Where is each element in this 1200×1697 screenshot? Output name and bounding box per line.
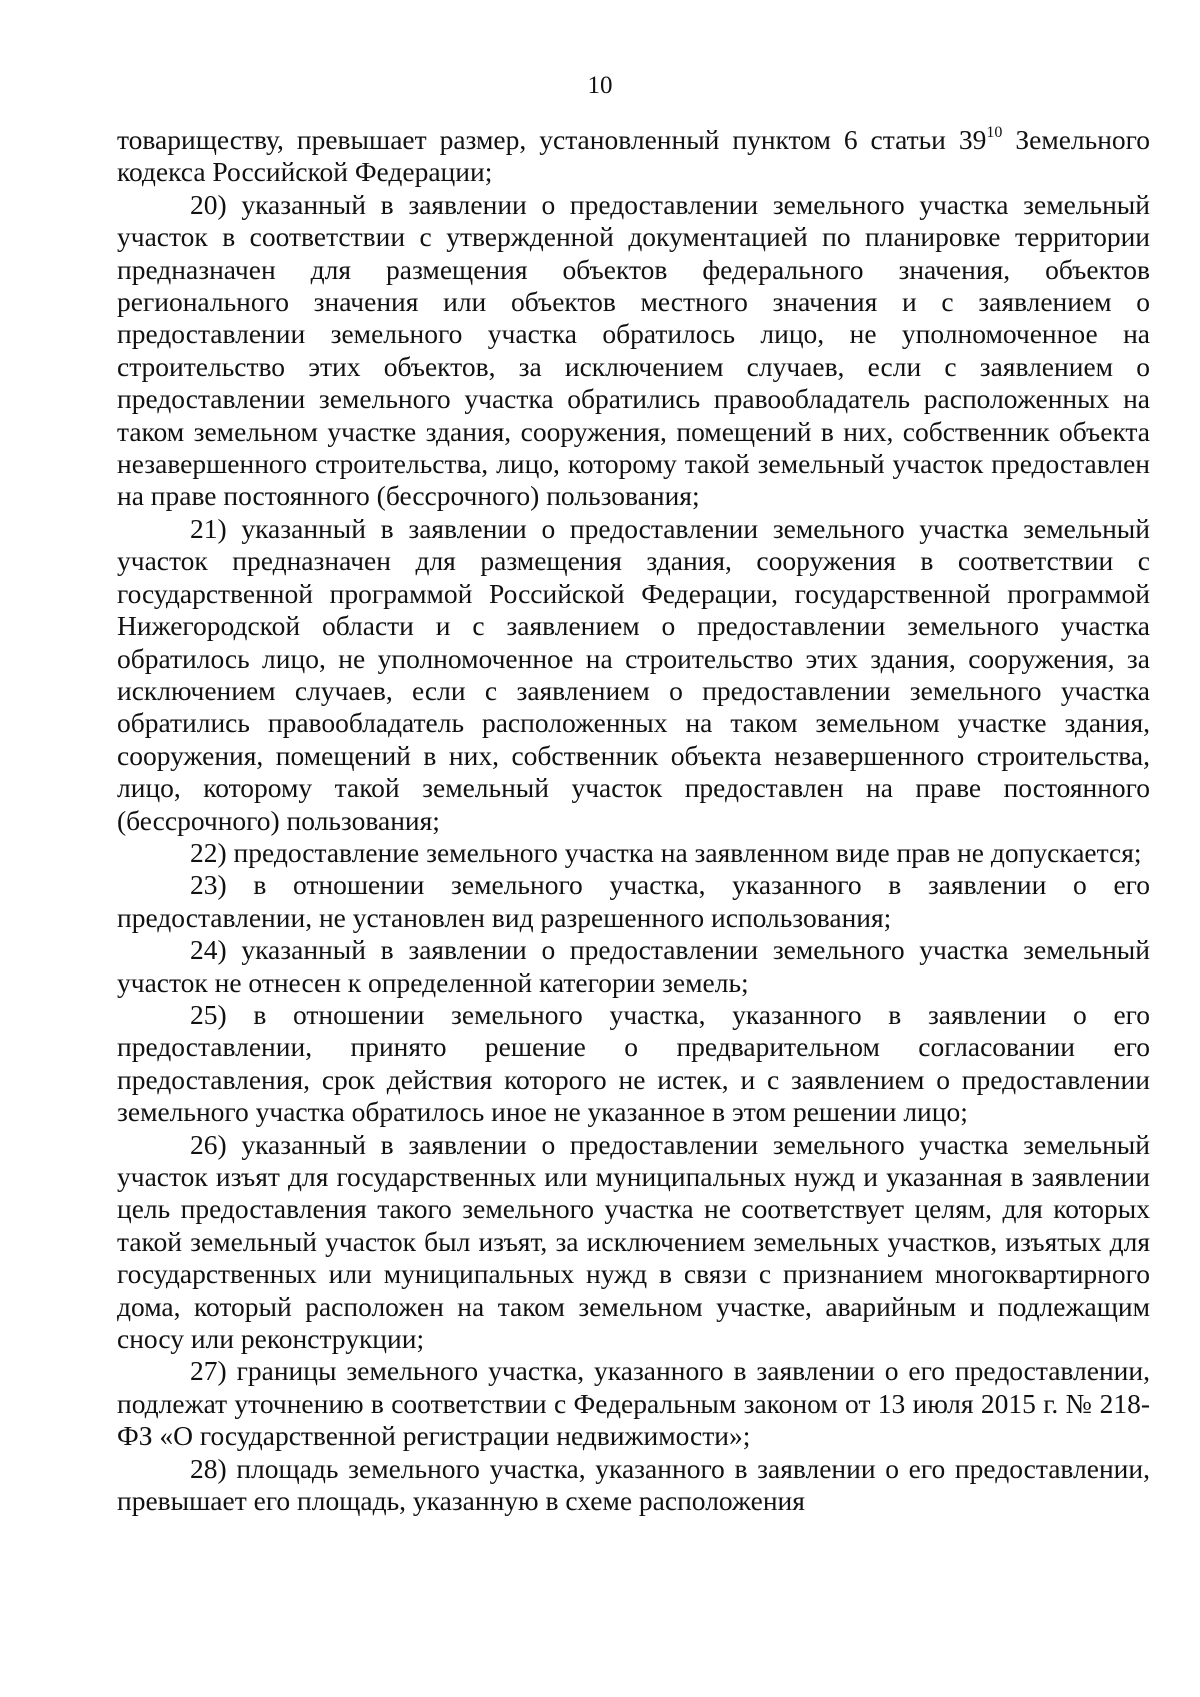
- list-item-20: 20) указанный в заявлении о предоставлении земельного участка земельный участок в соответствии с утвержденной документацией по планировке территории предназначен для размещения объектов федерального значения, объектов регионального значения или объектов местного значения и с заявлением о предоставлении земельного участка обратилось лицо, не уполномоченное на строительство этих объектов, за исключением случаев, если с заявлением о предоставлении земельного участка обратились правообладатель расположенных на таком земельном участке здания, сооружения, помещений в них, собственник объекта незавершенного строительства, лицо, которому такой земельный участок предоставлен на праве постоянного (бессрочного) пользования;: [117, 188, 1150, 512]
- intro-text-after: Земельного кодекса Российской Федерации;: [117, 124, 1151, 188]
- intro-superscript: 10: [986, 123, 1003, 141]
- document-body: [117, 124, 1150, 1517]
- intro-paragraph: [117, 124, 1150, 189]
- intro-text-before: товариществу, превышает размер, установленный пунктом 6 статьи 39: [117, 124, 987, 155]
- list-item-21: 21) указанный в заявлении о предоставлении земельного участка земельный участок предназначен для размещения здания, сооружения в соответствии с государственной программой Российской Федерации, государственной программой Нижегородской области и с заявлением о предоставлении земельного участка обратилось лицо, не уполномоченное на строительство этих здания, сооружения, за исключением случаев, если с заявлением о предоставлении земельного участка обратились правообладатель расположенных на таком земельном участке здания, сооружения, помещений в них, собственник объекта незавершенного строительства, лицо, которому такой земельный участок предоставлен на праве постоянного (бессрочного) пользования;: [117, 512, 1150, 836]
- list-item-28: 28) площадь земельного участка, указанного в заявлении о его предоставлении, превышает его площадь, указанную в схеме расположения: [117, 1452, 1150, 1517]
- list-item-27: 27) границы земельного участка, указанного в заявлении о его предоставлении, подлежат уточнению в соответствии с Федеральным законом от 13 июля 2015 г. № 218-ФЗ «О государственной регистрации недвижимости»;: [117, 1355, 1150, 1452]
- list-item-24: 24) указанный в заявлении о предоставлении земельного участка земельный участок не отнесен к определенной категории земель;: [117, 934, 1150, 998]
- list-item-23: 23) в отношении земельного участка, указанного в заявлении о его предоставлении, не установлен вид разрешенного использования;: [117, 869, 1150, 933]
- list-item-26: 26) указанный в заявлении о предоставлении земельного участка земельный участок изъят для государственных или муниципальных нужд и указанная в заявлении цель предоставления такого земельного участка не соответствует целям, для которых такой земельный участок был изъят, за исключением земельных участков, изъятых для государственных или муниципальных нужд в связи с признанием многоквартирного дома, который расположен на таком земельном участке, аварийным и подлежащим сносу или реконструкции;: [117, 1128, 1150, 1355]
- list-item-25: 25) в отношении земельного участка, указанного в заявлении о его предоставлении, принято решение о предварительном согласовании его предоставления, срок действия которого не истек, и с заявлением о предоставлении земельного участка обратилось иное не указанное в этом решении лицо;: [117, 998, 1150, 1128]
- list-item-22: 22) предоставление земельного участка на заявленном виде прав не допускается;: [190, 836, 1142, 868]
- page-number: 10: [587, 72, 613, 99]
